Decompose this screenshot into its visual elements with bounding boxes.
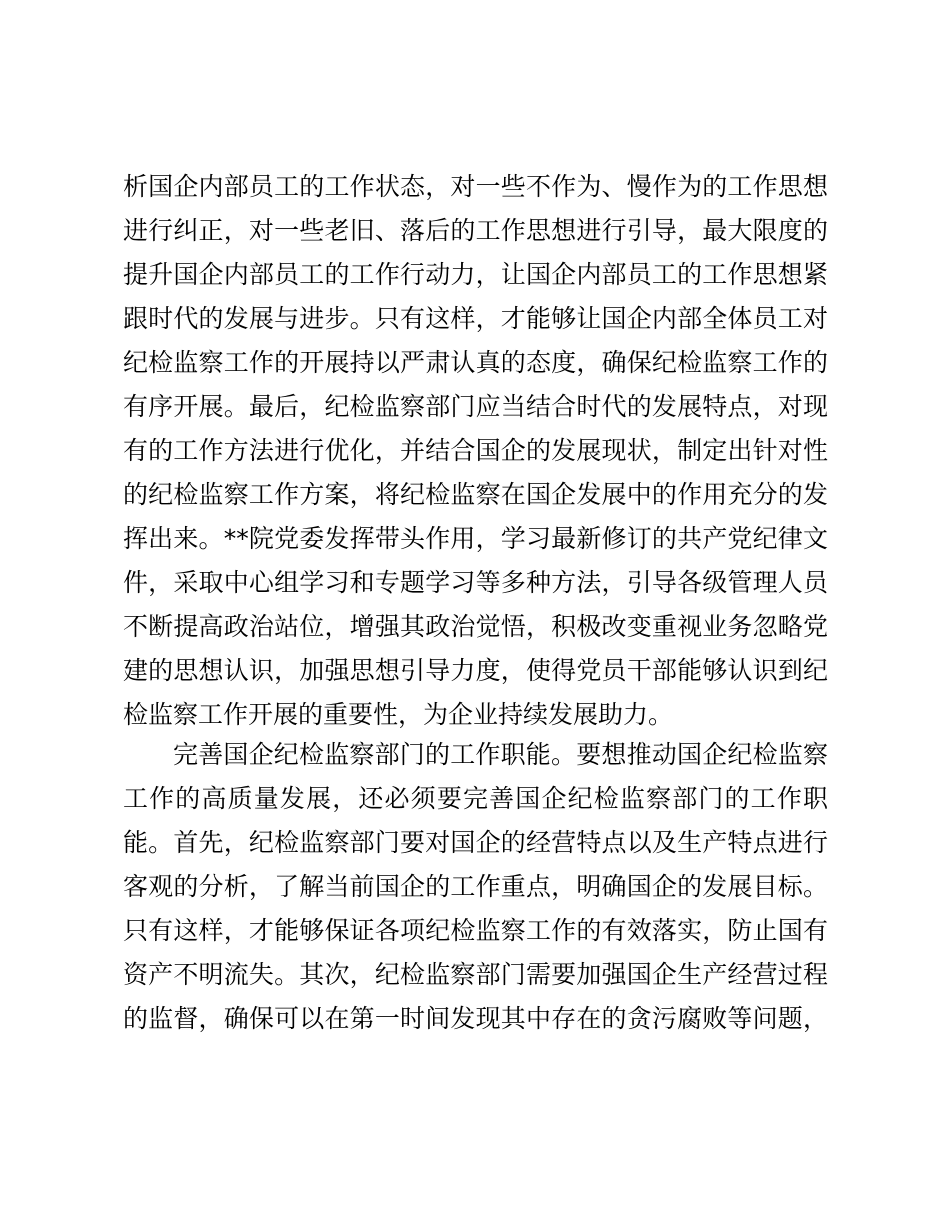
paragraph-line: 只有这样，才能够保证各项纪检监察工作的有效落实，防止国有	[123, 916, 828, 945]
paragraph-line: 跟时代的发展与进步。只有这样，才能够让国企内部全体员工对	[123, 304, 828, 333]
paragraph-line: 的纪检监察工作方案，将纪检监察在国企发展中的作用充分的发	[123, 480, 828, 509]
paragraph-line: 件，采取中心组学习和专题学习等多种方法，引导各级管理人员	[123, 568, 828, 597]
paragraph-line: 有的工作方法进行优化，并结合国企的发展现状，制定出针对性	[123, 436, 828, 465]
paragraph-2	[123, 733, 828, 1041]
paragraph-line: 的监督，确保可以在第一时间发现其中存在的贪污腐败等问题，	[123, 1004, 828, 1033]
paragraph-line: 不断提高政治站位，增强其政治觉悟，积极改变重视业务忽略党	[123, 612, 828, 641]
paragraph-line: 能。首先，纪检监察部门要对国企的经营特点以及生产特点进行	[123, 828, 828, 857]
paragraph-line: 完善国企纪检监察部门的工作职能。要想推动国企纪检监察	[173, 740, 828, 769]
paragraph-line: 资产不明流失。其次，纪检监察部门需要加强国企生产经营过程	[123, 960, 828, 989]
paragraph-line: 进行纠正，对一些老旧、落后的工作思想进行引导，最大限度的	[123, 216, 828, 245]
paragraph-line: 客观的分析，了解当前国企的工作重点，明确国企的发展目标。	[123, 872, 828, 901]
paragraph-line: 挥出来。**院党委发挥带头作用，学习最新修订的共产党纪律文	[123, 524, 828, 553]
paragraph-line: 析国企内部员工的工作状态，对一些不作为、慢作为的工作思想	[123, 172, 828, 201]
paragraph-line: 有序开展。最后，纪检监察部门应当结合时代的发展特点，对现	[123, 392, 828, 421]
paragraph-line: 工作的高质量发展，还必须要完善国企纪检监察部门的工作职	[123, 784, 828, 813]
paragraph-line: 纪检监察工作的开展持以严肃认真的态度，确保纪检监察工作的	[123, 348, 828, 377]
paragraph-line: 建的思想认识，加强思想引导力度，使得党员干部能够认识到纪	[123, 656, 828, 685]
paragraph-line: 检监察工作开展的重要性，为企业持续发展助力。	[123, 700, 674, 729]
paragraph-1	[123, 165, 828, 737]
paragraph-line: 提升国企内部员工的工作行动力，让国企内部员工的工作思想紧	[123, 260, 828, 289]
